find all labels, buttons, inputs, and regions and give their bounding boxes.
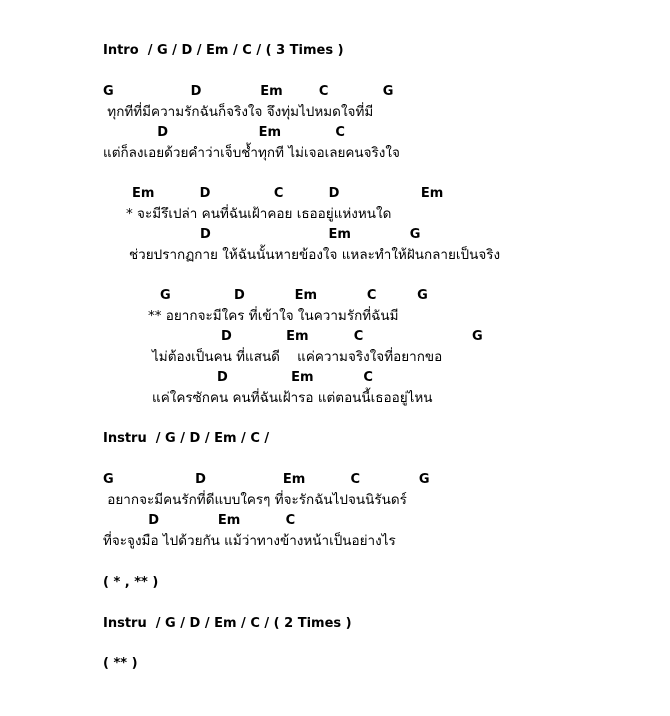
- verse1-chords-line-1: G D Em C G: [103, 84, 394, 99]
- verse2-lyrics-line-2: ช่วยปรากฏกาย ให้ฉันนั้นหายข้องใจ แหละทำให้ฝันกลายเป็นจริง: [129, 247, 501, 263]
- instru-line-1: Instru / G / D / Em / C /: [103, 431, 270, 446]
- verse2-lyrics-line-1: * จะมีรึเปล่า คนที่ฉันเฝ้าคอย เธออยู่แห่งหนใด: [126, 206, 392, 222]
- verse3-lyrics-line-1: อยากจะมีคนรักที่ดีแบบใครๆ ที่จะรักฉันไปจนนิรันดร์: [103, 492, 407, 508]
- verse3-chords-line-1: G D Em C G: [103, 472, 430, 487]
- verse1-lyrics-line-2: แต่ก็ลงเอยด้วยคำว่าเจ็บช้ำทุกที ไม่เจอเลยคนจริงใจ: [103, 145, 400, 161]
- verse2-chords-line-2: D Em G: [200, 227, 421, 242]
- verse1-lyrics-line-1: ทุกทีที่มีความรักฉันก็จริงใจ จึงทุ่มไปหมดใจที่มี: [103, 104, 374, 120]
- chorus-lyrics-line-3: แค่ใครซักคน คนที่ฉันเฝ้ารอ แต่ตอนนี้เธออยู่ไหน: [152, 390, 433, 406]
- verse2-chords-line-1: Em D C D Em: [132, 186, 444, 201]
- verse3-lyrics-line-2: ที่จะจูงมือ ไปด้วยกัน แม้ว่าทางข้างหน้าเป็นอย่างไร: [103, 533, 396, 549]
- chorus-chords-line-3: D Em C: [217, 370, 373, 385]
- repeat-line-2: ( ** ): [103, 656, 138, 671]
- chorus-chords-line-2: D Em C G: [221, 329, 483, 344]
- chorus-chords-line-1: G D Em C G: [160, 288, 428, 303]
- chorus-lyrics-line-1: ** อยากจะมีใคร ที่เข้าใจ ในความรักที่ฉันมี: [148, 308, 399, 324]
- instru-line-2: Instru / G / D / Em / C / ( 2 Times ): [103, 616, 352, 631]
- chorus-lyrics-line-2: ไม่ต้องเป็นคน ที่แสนดี แค่ความจริงใจที่อยากขอ: [152, 349, 443, 365]
- verse3-chords-line-2: D Em C: [103, 513, 296, 528]
- repeat-line-1: ( * , ** ): [103, 575, 159, 590]
- intro-line: Intro / G / D / Em / C / ( 3 Times ): [103, 43, 344, 58]
- verse1-chords-line-2: D Em C: [103, 125, 345, 140]
